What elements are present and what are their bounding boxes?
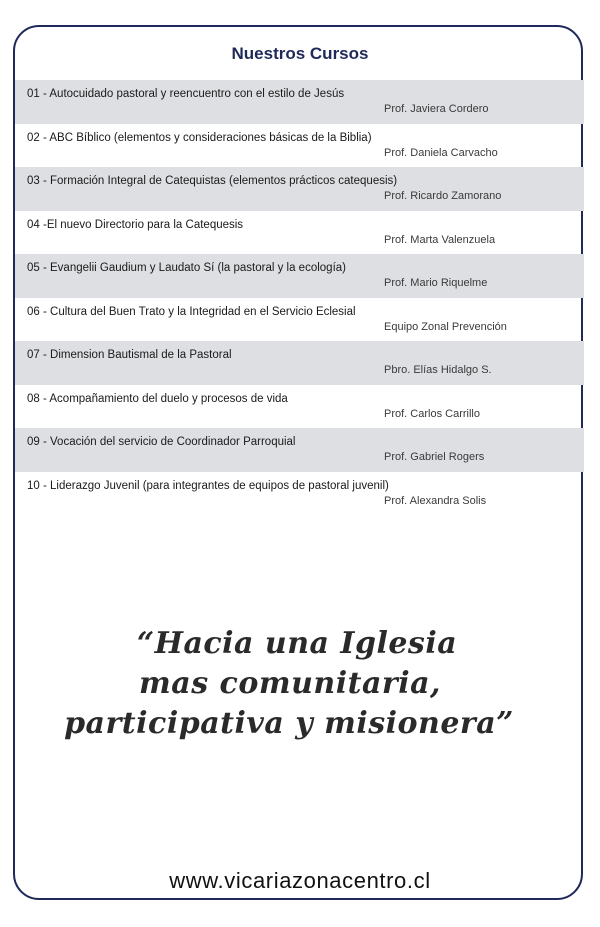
- motto-line-2: mas comunitaria,: [139, 666, 441, 701]
- motto-line-3: participativa y misionera”: [64, 706, 514, 741]
- course-teacher: Prof. Javiera Cordero: [384, 103, 489, 115]
- course-teacher: Prof. Ricardo Zamorano: [384, 190, 502, 202]
- course-row: [15, 167, 584, 211]
- course-row: [15, 211, 584, 255]
- course-teacher: Prof. Gabriel Rogers: [384, 451, 485, 463]
- course-title: 10 - Liderazgo Juvenil (para integrantes de equipos de pastoral juvenil): [27, 479, 389, 492]
- course-row: [15, 298, 584, 342]
- course-teacher: Prof. Marta Valenzuela: [384, 233, 496, 246]
- course-title: 05 - Evangelii Gaudium y Laudato Sí (la pastoral y la ecología): [27, 262, 346, 274]
- course-teacher: Pbro. Elías Hidalgo S.: [384, 364, 492, 376]
- course-row: [15, 341, 584, 385]
- course-teacher: Prof. Mario Riquelme: [384, 277, 488, 289]
- course-row: [15, 80, 584, 124]
- course-teacher: Prof. Alexandra Solis: [384, 494, 487, 507]
- course-row: [15, 472, 584, 516]
- page-title: Nuestros Cursos: [231, 44, 369, 63]
- course-title: 07 - Dimension Bautismal de la Pastoral: [27, 349, 232, 361]
- course-row: [15, 254, 584, 298]
- course-teacher: Equipo Zonal Prevención: [384, 320, 507, 333]
- course-teacher: Prof. Carlos Carrillo: [384, 407, 480, 420]
- course-row: [15, 124, 584, 168]
- motto-quote: [0, 624, 600, 744]
- course-title: 08 - Acompañamiento del duelo y procesos de vida: [27, 392, 288, 405]
- course-list: [15, 80, 584, 515]
- course-row: [15, 385, 584, 429]
- course-title: 02 - ABC Bíblico (elementos y consideraciones básicas de la Biblia): [27, 131, 372, 144]
- course-teacher: Prof. Daniela Carvacho: [384, 146, 498, 159]
- course-title: 06 - Cultura del Buen Trato y la Integridad en el Servicio Eclesial: [27, 305, 356, 318]
- course-title: 09 - Vocación del servicio de Coordinador Parroquial: [27, 436, 296, 448]
- course-title: 04 -El nuevo Directorio para la Catequesis: [27, 218, 244, 231]
- course-title: 01 - Autocuidado pastoral y reencuentro con el estilo de Jesús: [27, 88, 345, 100]
- course-row: [15, 428, 584, 472]
- motto-line-1: “Hacia una Iglesia: [136, 626, 458, 661]
- website-link[interactable]: www.vicariazonacentro.cl: [169, 868, 431, 893]
- course-title: 03 - Formación Integral de Catequistas (elementos prácticos catequesis): [27, 175, 398, 187]
